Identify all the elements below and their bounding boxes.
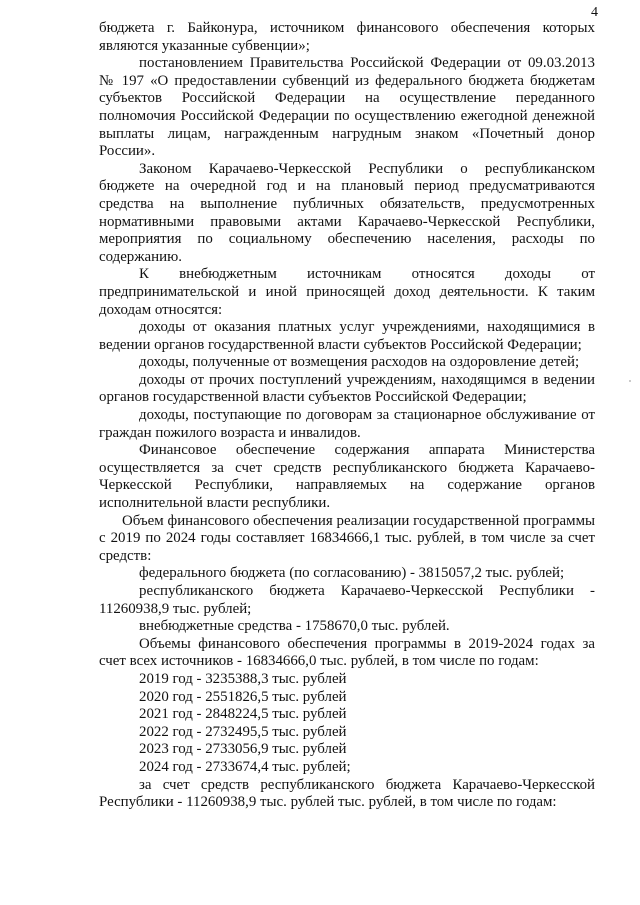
paragraph-ministry-financing: Финансовое обеспечение содержания аппарата Министерства осуществляется за счет средств республиканского бюджета Карачаево-Черкесской Республики, направляемых на содержание органов исполнительной власти республики.: [99, 442, 595, 512]
list-item-other-income: доходы от прочих поступлений учреждениям, находящимся в ведении органов государственной власти субъектов Российской Федерации;: [99, 371, 595, 406]
paragraph-extrabudgetary-sources: К внебюджетным источникам относятся доходы от предпринимательской и иной приносящей доход деятельности. К таким доходам относятся:: [99, 266, 595, 318]
paragraph-program-volume: Объем финансового обеспечения реализации государственной программы с 2019 по 2024 годы составляет 16834666,1 тыс. рублей, в том числе за счет средств:: [99, 512, 595, 564]
paragraph-government-decree: постановлением Правительства Российской Федерации от 09.03.2013 № 197 «О предоставлении субвенций из федерального бюджета бюджетам субъектов Российской Федерации на осуществление переданного полномочия Российской Федерации по осуществлению ежегодной денежной выплаты лицам, награжденным нагрудным знаком «Почетный донор России».: [99, 55, 595, 160]
year-row: 2021 год - 2848224,5 тыс. рублей: [139, 706, 347, 723]
list-item-paid-services: доходы от оказания платных услуг учреждениями, находящимися в ведении органов государственной власти субъектов Российской Федерации;: [99, 319, 595, 353]
scan-speck: [629, 380, 631, 382]
year-row: 2024 год - 2733674,4 тыс. рублей;: [139, 758, 351, 775]
paragraph-subvention-end: бюджета г. Байконура, источником финансового обеспечения которых являются указанные субвенции»;: [99, 20, 595, 54]
year-row: 2020 год - 2551826,5 тыс. рублей: [139, 688, 347, 705]
document-body: [99, 20, 595, 812]
page-number: 4: [591, 5, 598, 20]
year-row: 2022 год - 2732495,5 тыс. рублей: [139, 723, 347, 740]
year-row: 2023 год - 2733056,9 тыс. рублей: [139, 741, 347, 758]
paragraph-program-by-years: Объемы финансового обеспечения программы в 2019-2024 годах за счет всех источников - 16834666,0 тыс. рублей, в том числе по годам:: [99, 635, 595, 670]
list-item-inpatient-income: доходы, поступающие по договорам за стационарное обслуживание от граждан пожилого возраста и инвалидов.: [99, 407, 595, 441]
paragraph-republic-by-years: за счет средств республиканского бюджета Карачаево-Черкесской Республики - 11260938,9 тыс. рублей тыс. рублей, в том числе по годам:: [99, 776, 595, 811]
paragraph-republic-law: Законом Карачаево-Черкесской Республики о республиканском бюджете на очередной год и на плановый период предусматриваются средства на выполнение публичных обязательств, предусмотренных нормативными правовыми актами Карачаево-Черкесской Республики, мероприятия по социальному обеспечению населения, расходы по содержанию.: [99, 160, 595, 265]
list-item-recovery-income: доходы, полученные от возмещения расходов на оздоровление детей;: [139, 354, 580, 371]
year-row: 2019 год - 3235388,3 тыс. рублей: [139, 670, 347, 687]
funding-federal: федерального бюджета (по согласованию) - 3815057,2 тыс. рублей;: [139, 565, 565, 582]
funding-republic: республиканского бюджета Карачаево-Черкесской Республики - 11260938,9 тыс. рублей;: [99, 583, 595, 617]
funding-extrabudgetary: внебюджетные средства - 1758670,0 тыс. рублей.: [139, 618, 450, 635]
